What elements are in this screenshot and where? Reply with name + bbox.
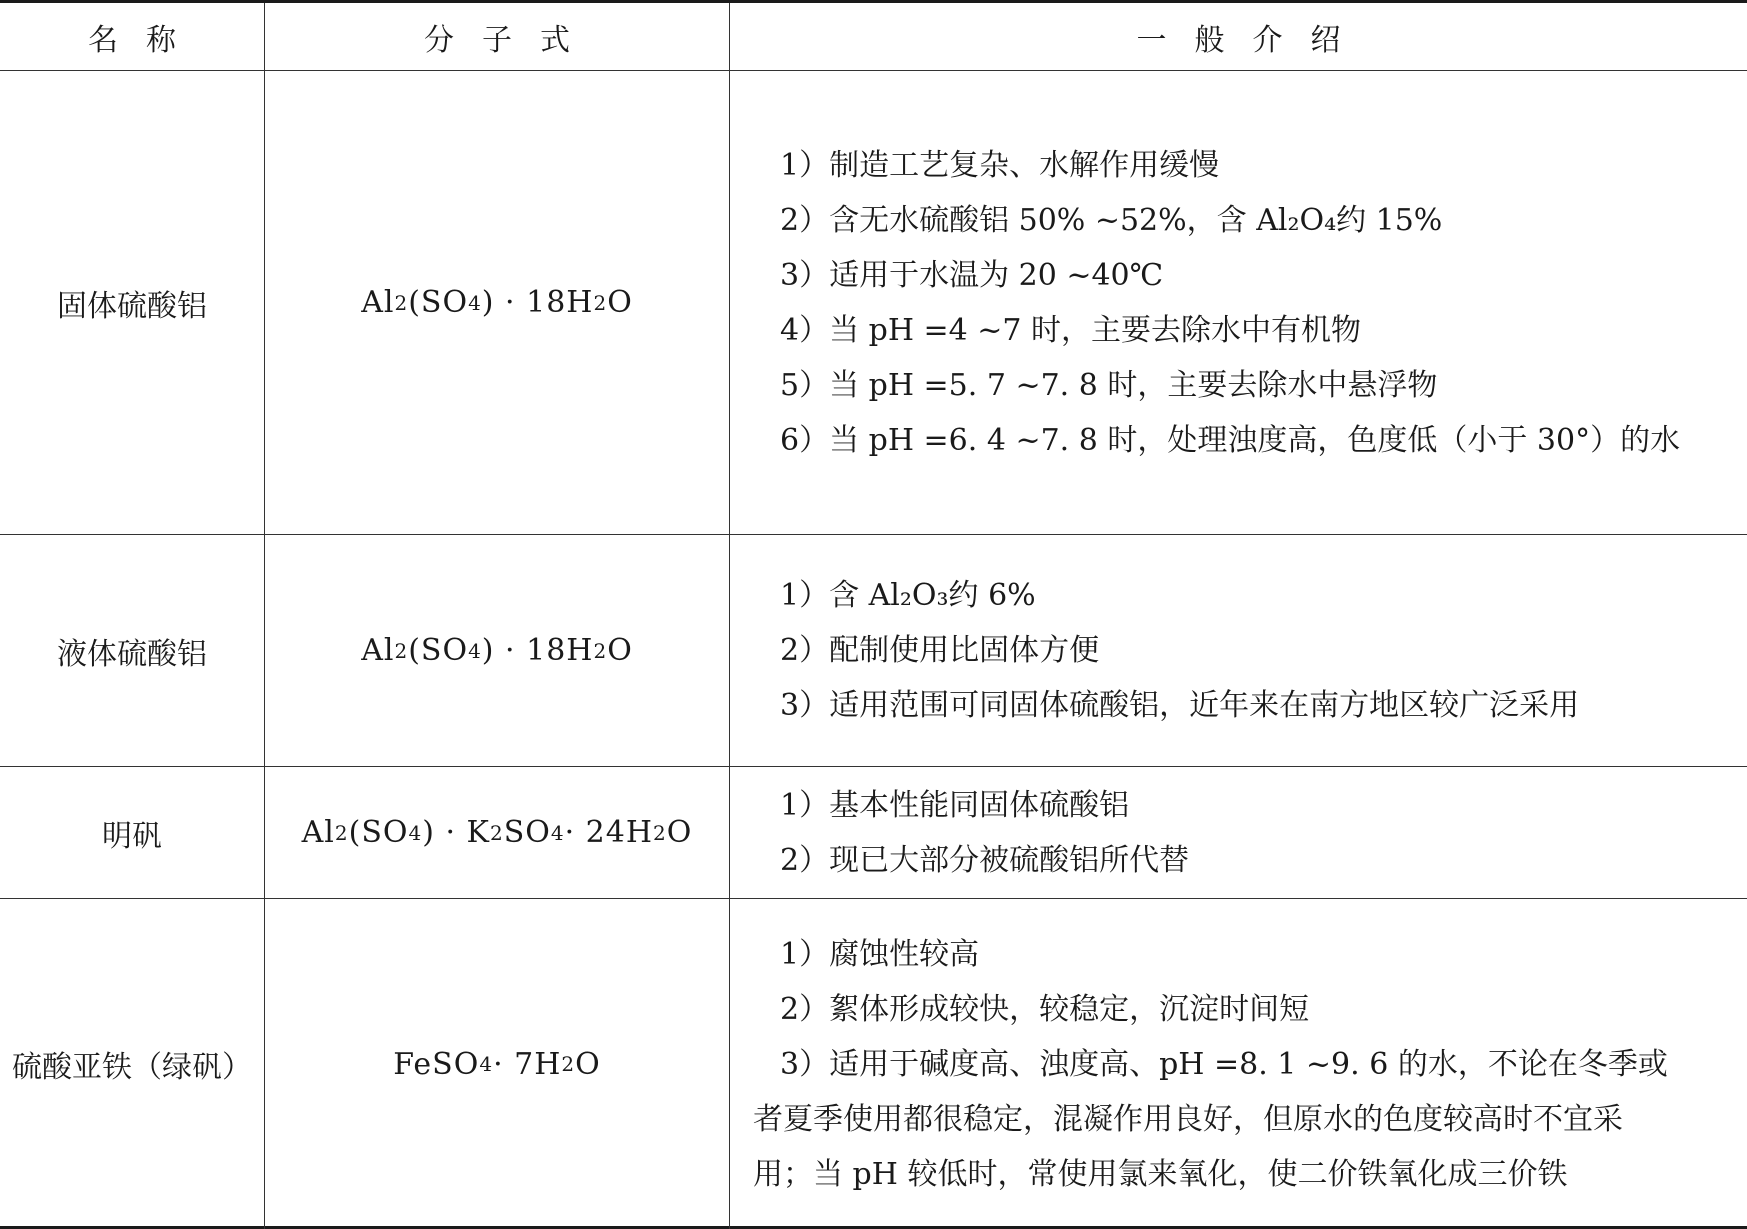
row-name: 固体硫酸铝 (0, 71, 265, 534)
row-formula: Al 2 (SO 4 ) · 18H 2 O (265, 71, 730, 534)
row-formula: FeSO 4 · 7H 2 O (265, 899, 730, 1229)
description-line: 2）现已大部分被硫酸铝所代替 (780, 842, 1190, 878)
description-line: 3）适用于水温为 20 ~40℃ (780, 257, 1164, 293)
row-formula: Al 2 (SO 4 ) · K 2 SO 4 · 24H 2 O (265, 767, 730, 898)
row-name: 液体硫酸铝 (0, 535, 265, 766)
description-line: 2）絮体形成较快，较稳定，沉淀时间短 (780, 991, 1310, 1027)
table-row (0, 535, 1747, 767)
description-line: 4）当 pH =4 ~7 时，主要去除水中有机物 (780, 312, 1362, 348)
row-name: 硫酸亚铁（绿矾） (0, 899, 265, 1229)
row-formula: Al 2 (SO 4 ) · 18H 2 O (265, 535, 730, 766)
description-line: 1）腐蚀性较高 (780, 936, 980, 972)
description-line: 6）当 pH =6. 4 ~7. 8 时，处理浊度高，色度低（小于 30°）的水 (780, 422, 1681, 458)
description-line: 3）适用于碱度高、浊度高、pH =8. 1 ~9. 6 的水，不论在冬季或 (780, 1046, 1668, 1082)
description-line: 1）基本性能同固体硫酸铝 (780, 787, 1130, 823)
table-row (0, 71, 1747, 535)
description-line: 5）当 pH =5. 7 ~7. 8 时，主要去除水中悬浮物 (780, 367, 1438, 403)
row-description (730, 535, 1747, 766)
description-line: 1）含 Al₂O₃约 6% (780, 578, 1036, 613)
description-line: 2）配制使用比固体方便 (780, 633, 1100, 668)
row-description (730, 71, 1747, 534)
row-description (730, 899, 1747, 1229)
header-formula: 分子式 (265, 3, 730, 70)
header-intro: 一般介绍 (1136, 22, 1369, 58)
description-line: 2）含无水硫酸铝 50% ~52%，含 Al₂O₄约 15% (780, 202, 1443, 238)
table-row (0, 899, 1747, 1229)
description-line: 用；当 pH 较低时，常使用氯来氧化，使二价铁氧化成三价铁 (753, 1156, 1568, 1192)
row-name: 明矾 (0, 767, 265, 898)
table-row (0, 767, 1747, 899)
description-line: 3）适用范围可同固体硫酸铝，近年来在南方地区较广泛采用 (780, 688, 1580, 723)
row-description (730, 767, 1747, 898)
description-line: 1）制造工艺复杂、水解作用缓慢 (780, 147, 1220, 183)
table-header-row (0, 3, 1747, 71)
header-name: 名称 (0, 3, 265, 70)
description-line: 者夏季使用都很稳定，混凝作用良好，但原水的色度较高时不宜采 (753, 1101, 1623, 1137)
